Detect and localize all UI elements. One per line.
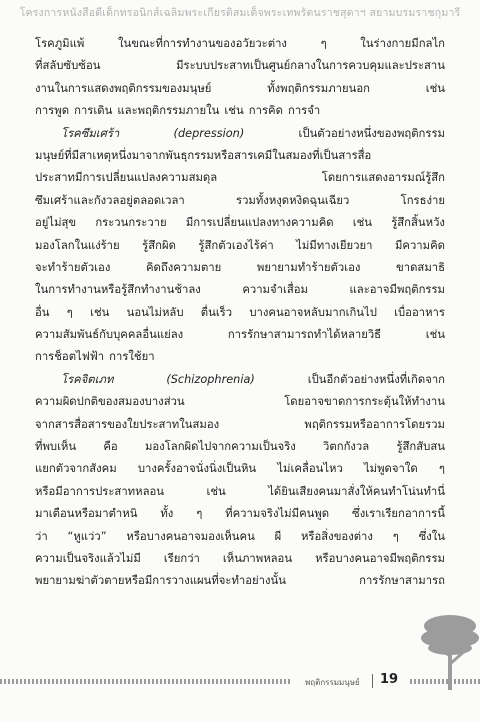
text-word: ซึ่งใน [418, 529, 445, 543]
text-word: หรือบางคนอาจมองเห็นคน [126, 529, 255, 543]
text-word: เห็นภาพหลอน [222, 551, 293, 565]
text-word: การรักษาสามารถทำได้หลายวิธี [227, 328, 382, 342]
page-number: 19 [380, 672, 399, 687]
text-line [35, 570, 445, 592]
text-word: หรือมีอาการประสาทหลอน [35, 484, 164, 498]
text-word: เป็นอีกตัวอย่างหนึ่งที่เกิดจาก [307, 372, 445, 386]
text-word: คือ [103, 440, 118, 454]
text-word: มองโลกในแง่ร้าย [35, 238, 120, 252]
text-word: การเดิน [74, 104, 113, 118]
text-word: ซึ่งเราเรียกอาการนี้ [352, 507, 445, 521]
text-word: ซึมเศร้าและกังวลอยู่ตลอดเวลา [35, 193, 185, 207]
footer-running-title: พฤติกรรมมนุษย์ [305, 678, 360, 687]
text-word: มีระบบประสาทเป็นศูนย์กลางในการควบคุมและประสาน [176, 59, 445, 73]
text-word: และอาจมีพฤติกรรม [349, 283, 445, 297]
text-line [35, 391, 445, 413]
text-word: เรียกว่า [163, 551, 200, 565]
text-word: มีความคิด [394, 238, 445, 252]
text-word: ๆ [438, 462, 445, 476]
tree-icon [420, 608, 480, 696]
text-word: ประสาทมีการเปลี่ยนแปลงความสมดุล [35, 171, 218, 185]
text-word: การใช้ยา [109, 350, 155, 364]
text-word: ที่สลับซับซ้อน [35, 59, 101, 73]
text-line [35, 123, 445, 145]
text-word: เช่น [425, 81, 445, 95]
running-header [0, 0, 480, 24]
text-word: หรือบางคนอาจมีพฤติกรรม [315, 551, 445, 565]
text-line [35, 235, 445, 257]
text-line [35, 212, 445, 234]
text-word: รู้สึกผิด [142, 238, 176, 252]
text-line [35, 503, 445, 525]
text-word: ไม่พูดจาใด [363, 462, 418, 476]
text-line [35, 481, 445, 503]
text-word: เช่น [425, 328, 445, 342]
text-word: (Schizophrenia) [166, 372, 255, 386]
text-word: ผี [274, 529, 282, 543]
text-word: โดยการแสดงอารมณ์รู้สึก [321, 171, 445, 185]
text-word: ในการทำงานหรือรู้สึกทำงานช้าลง [35, 283, 201, 297]
text-line [35, 78, 445, 100]
text-word: รู้สึกสับสน [396, 440, 445, 454]
text-word: บางคนอาจหลับมากเกินไป [249, 305, 377, 319]
text-word: พฤติกรรมหรืออาการโดยรวม [304, 417, 445, 431]
text-word: รวมทั้งหงุดหงิดฉุนเฉียว [236, 193, 350, 207]
text-word: จากสารสื่อสารของใยประสาทในสมอง [35, 417, 220, 431]
text-line [35, 324, 445, 346]
text-word: ๆ [196, 507, 203, 521]
text-word: บางครั้งอาจนั่งนิ่งเป็นหิน [137, 462, 257, 476]
text-word: ว่า [35, 529, 48, 543]
text-word: เช่น [224, 104, 244, 118]
text-word: กระวนกระวาย [95, 216, 167, 230]
text-word: รู้สึกตัวเองไร้ค่า [198, 238, 274, 252]
text-word: หรือสิ่งของต่าง [300, 529, 373, 543]
text-word: พยายามฆ่าตัวตายหรือมีการวางแผนที่จะทำอย่างนั้น [35, 574, 286, 588]
text-line [35, 526, 445, 548]
text-word: ความจำเสื่อม [242, 283, 308, 297]
text-word: คิดถึงความตาย [146, 260, 222, 274]
text-word: ๆ [320, 37, 327, 50]
text-word: ความผิดปกติของสมองบางส่วน [35, 395, 185, 409]
text-word: ในขณะที่การทำงานของอวัยวะต่าง [117, 37, 287, 50]
text-line [35, 414, 445, 436]
page-footer [0, 652, 480, 722]
text-word: มาเตือนหรือมาตำหนิ [35, 507, 138, 521]
text-word: (depression) [173, 126, 245, 140]
text-word: “หูแว่ว” [67, 529, 107, 543]
text-word: การรักษาสามารถ [359, 574, 445, 588]
footer-dash-rule-left [0, 679, 292, 684]
header-title: โครงการหนังสือดีเด็กทรอนิกส์เฉลิมพระเกียรติสมเด็จพระเทพรัตนราชสุดาฯ สยามบรมราชกุมารี [19, 6, 461, 19]
text-word: เช่น [352, 216, 373, 230]
text-word: ความเป็นจริงแล้วไม่มี [35, 551, 141, 565]
text-line [35, 369, 445, 391]
text-word: เบื่ออาหาร [394, 305, 445, 319]
text-word: เช่น [90, 305, 110, 319]
text-word: การพูด [35, 104, 70, 118]
text-line [35, 548, 445, 570]
text-word: โกรธง่าย [400, 193, 445, 207]
page-body-text [35, 33, 445, 593]
text-word: ทั้งพฤติกรรมภายนอก [267, 81, 370, 95]
text-word: แยกตัวจากสังคม [35, 462, 117, 476]
text-word: และพฤติกรรมภายใน [117, 104, 220, 118]
text-line [35, 257, 445, 279]
text-word: จะทำร้ายตัวเอง [35, 260, 111, 274]
text-word: ในร่างกายมีกลไก [360, 37, 445, 50]
text-word: มองโลกผิดไปจากความเป็นจริง [144, 440, 296, 454]
text-word: ๆ [392, 529, 399, 543]
text-word: ไม่มีทางเยียวยา [296, 238, 373, 252]
text-word: ทั้ง [160, 507, 174, 521]
text-word: การคิด [248, 104, 283, 118]
text-word: นอนไม่หลับ [126, 305, 184, 319]
text-line [35, 346, 445, 368]
text-word: การช็อตไฟฟ้า [35, 350, 105, 364]
text-line [35, 190, 445, 212]
text-word: การจำ [288, 104, 321, 118]
text-word: เป็นตัวอย่างหนึ่งของพฤติกรรม [298, 126, 445, 140]
text-word: วิตกกังวล [323, 440, 370, 454]
text-word: โรคซึมเศร้า [61, 126, 120, 140]
text-word: รู้สึกสิ้นหวัง [391, 216, 445, 230]
text-line [35, 436, 445, 458]
text-word: ไม่เคลื่อนไหว [277, 462, 343, 476]
text-line [35, 167, 445, 189]
text-line [35, 55, 445, 77]
text-word: เช่น [206, 484, 226, 498]
text-word: โดยอาจขาดการกระตุ้นให้ทำงาน [284, 395, 445, 409]
text-word: ๆ [66, 305, 73, 319]
text-word: ขาดสมาธิ [396, 260, 445, 274]
text-line [35, 33, 445, 55]
text-word: ได้ยินเสียงคนมาสั่งให้คนทำโน่นทำนี่ [268, 484, 445, 498]
text-word: โรคภูมิแพ้ [35, 37, 85, 50]
footer-separator [372, 674, 373, 688]
text-word: มนุษย์ที่มีสาเหตุหนึ่งมาจากพันธุกรรมหรือสารเคมีในสมองที่เป็นสารสื่อ [35, 148, 372, 162]
text-word: ตื่นเร็ว [200, 305, 233, 319]
text-line [35, 302, 445, 324]
text-word: ที่พบเห็น [35, 440, 77, 454]
text-word: ความสัมพันธ์กับบุคคลอื่นแย่ลง [35, 328, 184, 342]
text-word: อยู่ไม่สุข [35, 216, 77, 230]
text-line [35, 100, 445, 122]
text-line [35, 279, 445, 301]
text-word: พยายามทำร้ายตัวเอง [256, 260, 361, 274]
text-word: มีการเปลี่ยนแปลงทางความคิด [185, 216, 334, 230]
text-word: ที่ความจริงไม่มีคนพูด [225, 507, 330, 521]
text-word: โรคจิตเภท [61, 372, 114, 386]
text-line [35, 145, 445, 167]
text-line [35, 458, 445, 480]
text-word: อื่น [35, 305, 50, 319]
text-word: งานในการแสดงพฤติกรรมของมนุษย์ [35, 81, 212, 95]
